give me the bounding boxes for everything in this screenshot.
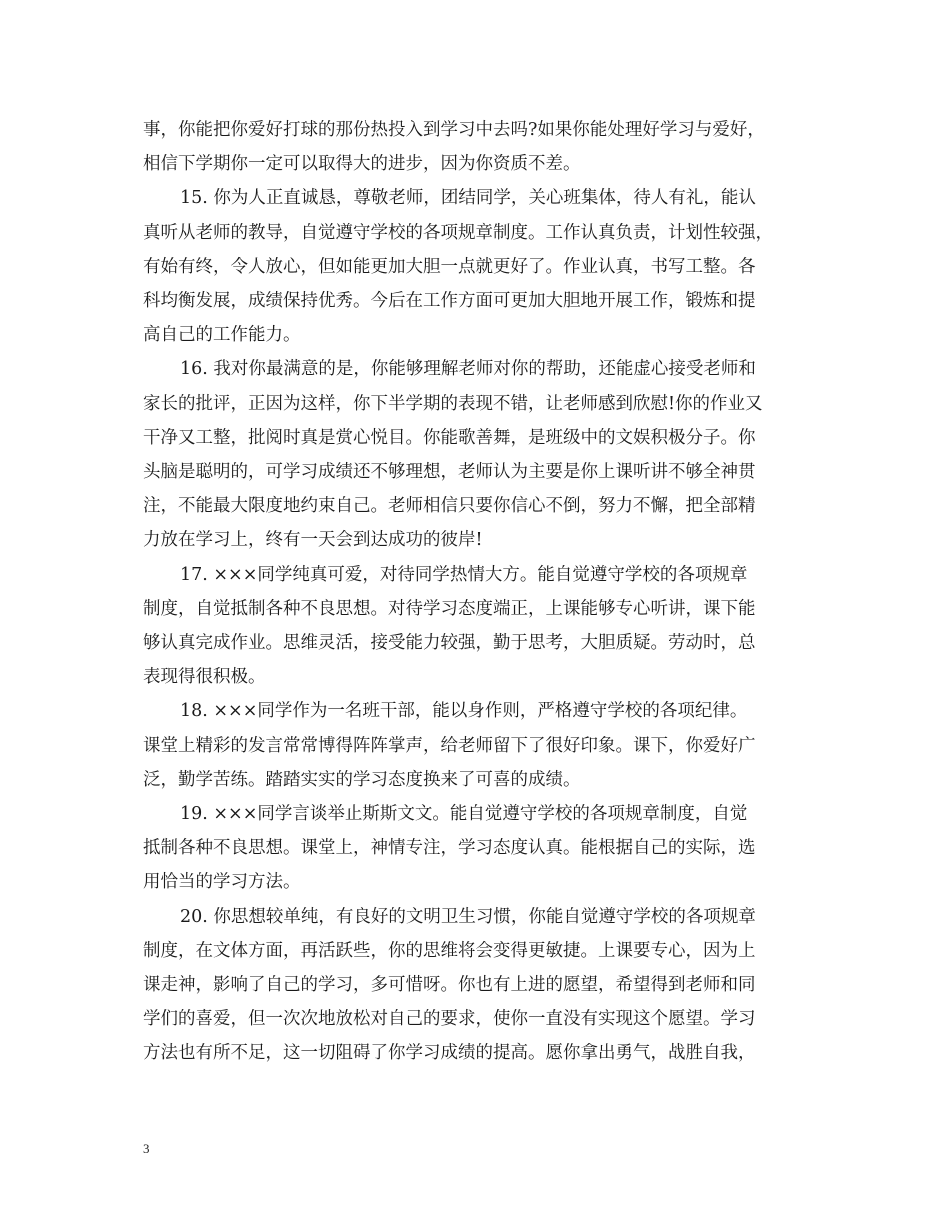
text-line: 干净又工整，批阅时真是赏心悦目。你能歌善舞，是班级中的文娱积极分子。你: [143, 427, 756, 448]
paragraph-p16: [143, 352, 813, 557]
text-line: 事，你能把你爱好打球的那份热投入到学习中去吗?如果你能处理好学习与爱好，: [143, 120, 765, 140]
text-line: 注，不能最大限度地约束自己。老师相信只要你信心不倒，努力不懈，把全部精: [143, 496, 756, 517]
text-line: 方法也有所不足，这一切阻碍了你学习成绩的提高。愿你拿出勇气，战胜自我，: [143, 1043, 756, 1064]
text-line: 课堂上精彩的发言常常博得阵阵掌声，给老师留下了很好印象。课下，你爱好广: [143, 735, 756, 756]
text-line: 科均衡发展，成绩保持优秀。今后在工作方面可更加大胆地开展工作，锻炼和提: [143, 291, 756, 312]
text-line: 19. ×××同学言谈举止斯斯文文。能自觉遵守学校的各项规章制度，自觉: [180, 804, 748, 825]
text-line: 用恰当的学习方法。: [143, 872, 301, 893]
paragraph-p18: [143, 694, 813, 797]
text-line: 力放在学习上，终有一天会到达成功的彼岸!: [143, 530, 483, 551]
text-line: 制度，在文体方面，再活跃些，你的思维将会变得更敏捷。上课要专心，因为上: [143, 940, 756, 961]
text-line: 表现得很积极。: [143, 667, 266, 688]
page-number: 3: [143, 1141, 150, 1156]
text-line: 家长的批评，正因为这样，你下半学期的表现不错，让老师感到欣慰!你的作业又: [143, 393, 763, 414]
text-line: 高自己的工作能力。: [143, 325, 301, 346]
text-line: 泛，勤学苦练。踏踏实实的学习态度换来了可喜的成绩。: [143, 769, 581, 790]
text-line: 17. ×××同学纯真可爱，对待同学热情大方。能自觉遵守学校的各项规章: [180, 564, 748, 585]
text-line: 头脑是聪明的，可学习成绩还不够理想，老师认为主要是你上课听讲不够全神贯: [143, 462, 756, 483]
text-line: 真听从老师的教导，自觉遵守学校的各项规章制度。工作认真负责，计划性较强，: [143, 222, 773, 243]
text-line: 18. ×××同学作为一名班干部，能以身作则，严格遵守学校的各项纪律。: [180, 701, 748, 722]
document-body: [143, 113, 813, 1071]
text-line: 课走神，影响了自己的学习，多可惜呀。你也有上进的愿望，希望得到老师和同: [143, 975, 756, 996]
paragraph-p15: [143, 181, 813, 352]
paragraph-p20: [143, 900, 813, 1071]
text-line: 16. 我对你最满意的是，你能够理解老师对你的帮助，还能虚心接受老师和: [180, 359, 756, 380]
text-line: 够认真完成作业。思维灵活，接受能力较强，勤于思考，大胆质疑。劳动时，总: [143, 633, 756, 654]
paragraph-p-cont: [143, 113, 813, 181]
text-line: 20. 你思想较单纯，有良好的文明卫生习惯，你能自觉遵守学校的各项规章: [180, 906, 756, 927]
text-line: 制度，自觉抵制各种不良思想。对待学习态度端正，上课能够专心听讲，课下能: [143, 598, 756, 619]
text-line: 相信下学期你一定可以取得大的进步，因为你资质不差。: [143, 154, 581, 175]
paragraph-p17: [143, 558, 813, 695]
text-line: 学们的喜爱，但一次次地放松对自己的要求，使你一直没有实现这个愿望。学习: [143, 1009, 756, 1030]
text-line: 有始有终，令人放心，但如能更加大胆一点就更好了。作业认真，书写工整。各: [143, 256, 756, 277]
text-line: 15. 你为人正直诚恳，尊敬老师，团结同学，关心班集体，待人有礼，能认: [180, 188, 756, 209]
text-line: 抵制各种不良思想。课堂上，神情专注，学习态度认真。能根据自己的实际，选: [143, 838, 756, 859]
paragraph-p19: [143, 797, 813, 900]
